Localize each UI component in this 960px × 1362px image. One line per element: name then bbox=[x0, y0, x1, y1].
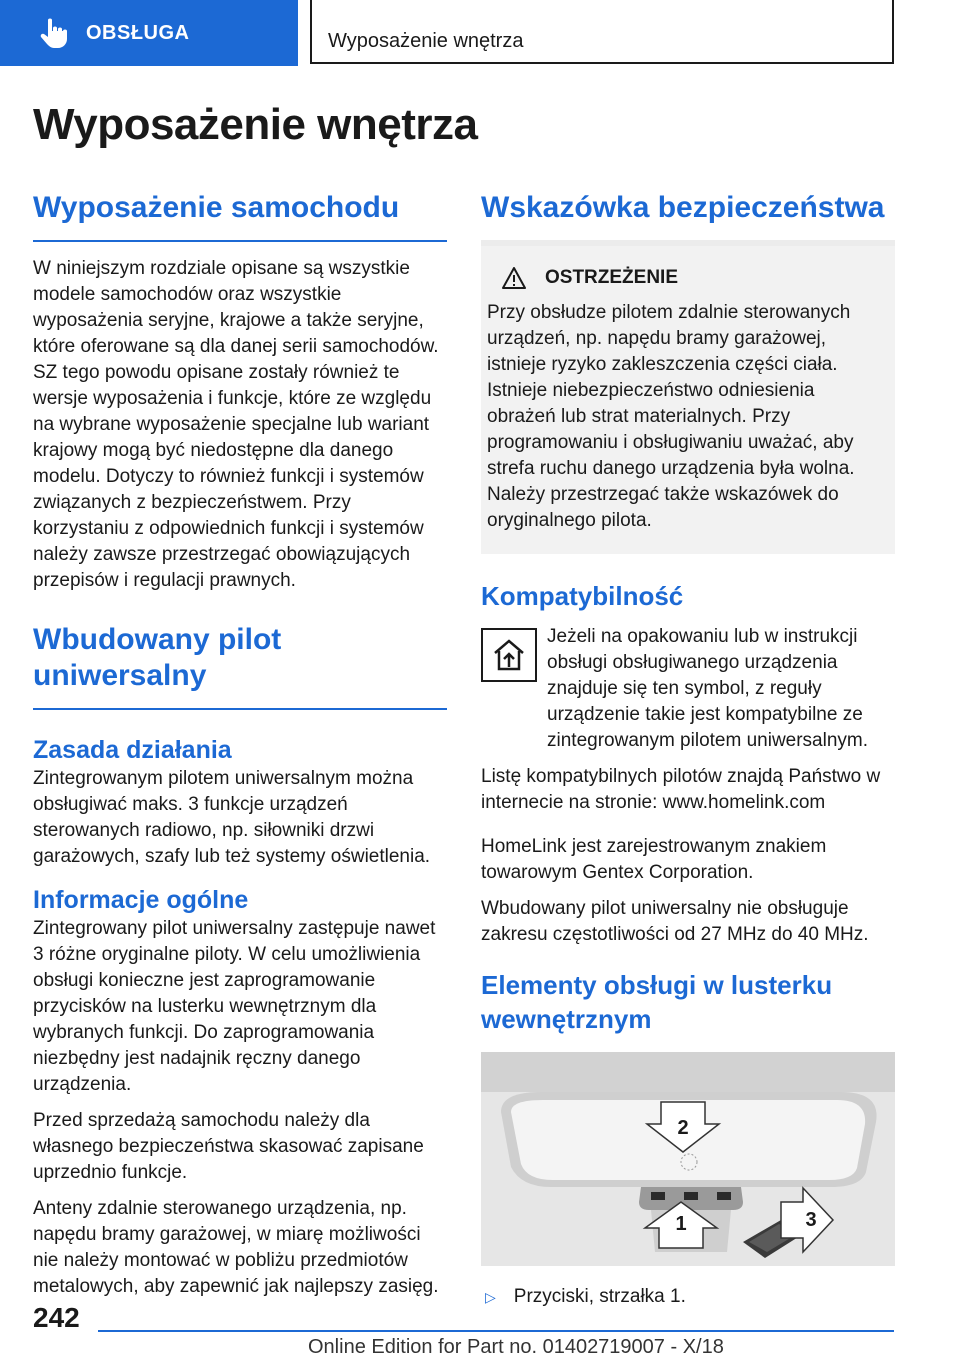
paragraph-informacje-2: Przed sprzedażą samochodu należy dla własnego bezpieczeństwa skasować zapisane uprzednio funkcje. bbox=[33, 1110, 424, 1183]
bullet-text: Przyciski, strzałka 1. bbox=[513, 1286, 686, 1307]
heading-elementy-obslugi: Elementy obsługi w lusterku wewnętrznym bbox=[481, 970, 833, 1034]
warning-box bbox=[481, 246, 895, 554]
bullet-item bbox=[481, 1286, 895, 1308]
heading-kompatybilnosc: Kompatybilność bbox=[481, 581, 684, 611]
header bbox=[0, 0, 960, 66]
mirror-image bbox=[481, 1052, 895, 1266]
page-title: Wyposażenie wnętrza bbox=[33, 100, 478, 149]
heading-informacje-ogolne: Informacje ogólne bbox=[33, 886, 249, 914]
warning-text: Przy obsłudze pilotem zdalnie sterowanych urządzeń, np. napędu bramy garażowej, istnieje ryzyko zakleszczenia części ciała. Istnieje niebezpieczeństwo odniesienia obrażeń lub strat materialnych. Przy programowaniu i obsługiwaniu uważać, aby strefa ruchu danego urządzenia była wolna. Należy przestrzegać także wskazówek do oryginalnego pilota. bbox=[487, 302, 855, 531]
header-title-box bbox=[310, 0, 894, 64]
warning-triangle-icon bbox=[501, 266, 527, 290]
section-label: OBSŁUGA bbox=[86, 21, 190, 44]
heading-zasada-dzialania: Zasada działania bbox=[33, 736, 232, 764]
bullet-triangle-icon: ▷ bbox=[485, 1288, 496, 1305]
section-tab-obsluga[interactable] bbox=[0, 0, 298, 66]
warning-header bbox=[501, 266, 887, 290]
image-label-2: 2 bbox=[677, 1117, 689, 1139]
footer-edition-text: Online Edition for Part no. 01402719007 - X/18 bbox=[308, 1336, 724, 1358]
home-link-icon bbox=[481, 628, 537, 682]
header-title: Wyposażenie wnętrza bbox=[328, 30, 524, 52]
paragraph-zasada: Zintegrowanym pilotem uniwersalnym można obsługiwać maks. 3 funkcje urządzeń sterowanych radiowo, np. siłowniki drzwi garażowych, szafy lub też systemy oświetlenia. bbox=[33, 768, 431, 867]
compat-paragraph-2: Listę kompatybilnych pilotów znajdą Państwo w internecie na stronie: www.homelink.com bbox=[481, 766, 881, 813]
compat-paragraph-3: HomeLink jest zarejestrowanym znakiem towarowym Gentex Corporation. bbox=[481, 836, 827, 883]
right-column bbox=[481, 190, 895, 1308]
warning-label: OSTRZEŻENIE bbox=[545, 267, 679, 288]
image-label-1: 1 bbox=[675, 1213, 687, 1235]
compat-text-lead: Jeżeli na opakowaniu lub w instrukcji obsługi obsługiwanego urządzenia znajduje się ten symbol, z reguły urządzenie takie jest kompatybilne ze zintegrowanym pilotem uniwersalnym. bbox=[547, 626, 869, 751]
heading-wskazowka-bezpieczenstwa: Wskazówka bezpieczeństwa bbox=[481, 191, 885, 224]
paragraph-wyposazenie: W niniejszym rozdziale opisane są wszystkie modele samochodów oraz wszystkie wyposażenia seryjne, krajowe a także seryjne, które oferowane są dla danej serii samochodów. SZ tego powodu opisane zostały również te wersje wyposażenia i funkcje, które ze względu na wybrane wyposażenie specjalne lub wariant krajowy mogą być niedostępne dla danego modelu. Dotyczy to również funkcji i systemów związanych z bezpieczeństwem. Przy korzystaniu z odpowiednich funkcji i systemów należy zawsze przestrzegać obowiązujących przepisów i regulacji prawnych. bbox=[33, 258, 439, 591]
compat-paragraph-4: Wbudowany pilot uniwersalny nie obsługuje zakresu częstotliwości od 27 MHz do 40 MHz. bbox=[481, 898, 869, 945]
left-column bbox=[33, 190, 447, 1310]
paragraph-informacje-1: Zintegrowany pilot uniwersalny zastępuje nawet 3 różne oryginalne piloty. W celu umożliwienia obsługi konieczne jest zaprogramowanie przycisków na lusterku wewnętrznym dla wybranych funkcji. Do zaprogramowania niezbędny jest nadajnik ręczny danego urządzenia. bbox=[33, 918, 436, 1095]
paragraph-informacje-3: Anteny zdalnie sterowanego urządzenia, np. napędu bramy garażowej, w miarę możliwości nie należy montować w pobliżu przedmiotów metalowych, aby zapewnić jak najlepszy zasięg. bbox=[33, 1198, 439, 1297]
hand-pointer-icon bbox=[36, 16, 70, 50]
page-number: 242 bbox=[33, 1302, 80, 1333]
compat-block bbox=[481, 624, 895, 754]
heading-wyposazenie-samochodu: Wyposażenie samochodu bbox=[33, 190, 447, 242]
footer-rule bbox=[98, 1330, 894, 1332]
heading-wbudowany-pilot: Wbudowany pilot uniwersalny bbox=[33, 622, 447, 710]
image-label-3: 3 bbox=[805, 1209, 817, 1231]
